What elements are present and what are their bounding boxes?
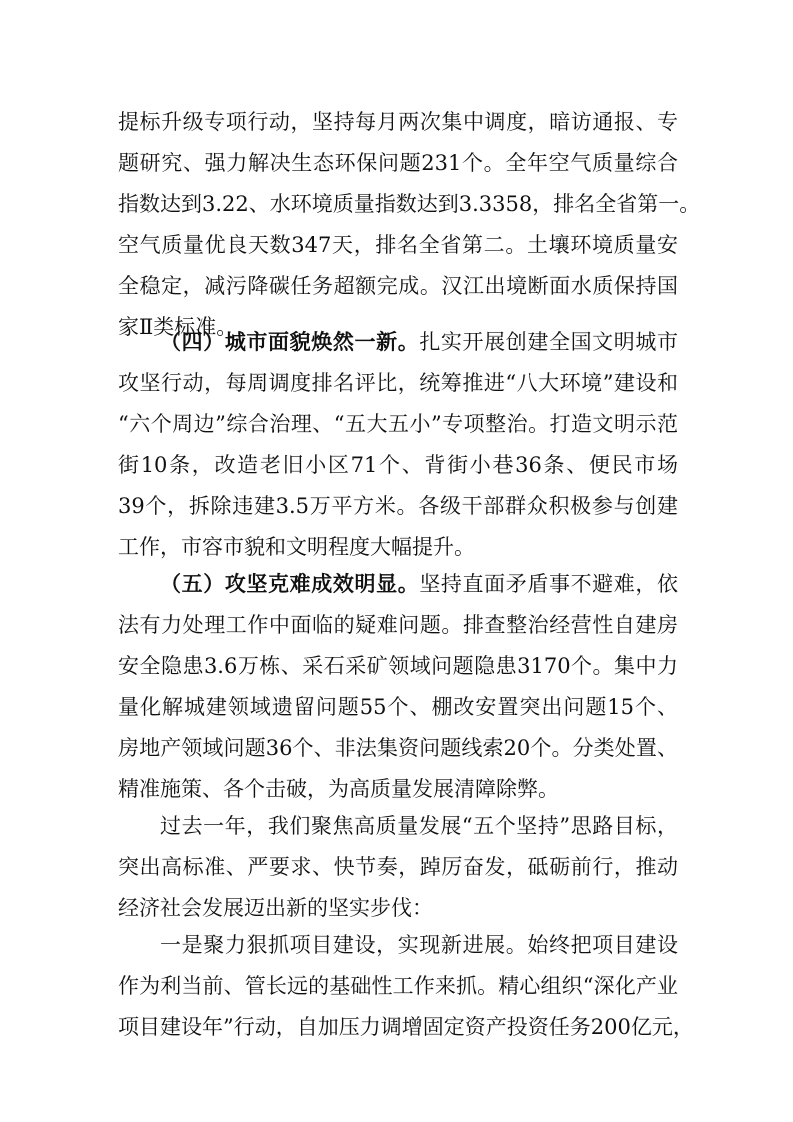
paragraph-line: 经济社会发展迈出新的坚实步伐： (118, 896, 433, 920)
paragraph-line: 指数达到3.22、水环境质量指数达到3.3358，排名全省第一。 (118, 192, 701, 216)
paragraph-line: 空气质量优良天数347天，排名全省第二。土壤环境质量安 (118, 233, 678, 257)
section-5-first-line (160, 566, 678, 602)
paragraph-line: 房地产领域问题36个、非法集资问题线索20个。分类处置、 (118, 736, 678, 760)
paragraph-line: 法有力处理工作中面临的疑难问题。排查整治经营性自建房 (118, 613, 678, 637)
paragraph-line: 安全隐患3.6万栋、采石采矿领域问题隐患3170个。集中力 (118, 654, 678, 678)
section-4-first-line-text: 扎实开展创建全国文明城市 (419, 330, 679, 354)
paragraph-line: 街10条，改造老旧小区71个、背街小巷36条、便民市场 (118, 453, 678, 477)
section-5-first-line-text: 坚持直面矛盾事不避难，依 (419, 572, 679, 596)
paragraph-line: 题研究、强力解决生态环保问题231个。全年空气质量综合 (118, 151, 678, 175)
section-4-first-line (160, 324, 678, 360)
section-4-heading: （四）城市面貌焕然一新。 (160, 329, 420, 354)
paragraph-line: 全稳定，减污降碳任务超额完成。汉江出境断面水质保持国 (118, 274, 678, 298)
point-1-first-line: 一是聚力狠抓项目建设，实现新进展。始终把项目建设 (160, 933, 678, 957)
paragraph-line: 量化解城建领域遗留问题55个、棚改安置突出问题15个、 (118, 695, 678, 719)
paragraph-line: 工作，市容市貌和文明程度大幅提升。 (118, 535, 475, 559)
paragraph-line: 精准施策、各个击破，为高质量发展清障除弊。 (118, 777, 559, 801)
paragraph-line: 突出高标准、严要求、快节奏，踔厉奋发，砥砺前行，推动 (118, 855, 678, 879)
paragraph-line: 攻坚行动，每周调度排名评比，统筹推进“八大环境”建设和 (118, 371, 678, 395)
paragraph-line: 提标升级专项行动，坚持每月两次集中调度，暗访通报、专 (118, 110, 678, 134)
paragraph-line: 项目建设年”行动，自加压力调增固定资产投资任务200亿元， (118, 1015, 694, 1039)
section-5-heading: （五）攻坚克难成效明显。 (160, 571, 420, 596)
paragraph-line: “六个周边”综合治理、“五大五小”专项整治。打造文明示范 (118, 412, 678, 436)
summary-first-line: 过去一年，我们聚焦高质量发展“五个坚持”思路目标， (160, 814, 678, 838)
paragraph-line: 家Ⅱ类标准。 (118, 315, 238, 339)
paragraph-line: 39个，拆除违建3.5万平方米。各级干部群众积极参与创建 (118, 494, 678, 518)
paragraph-line: 作为利当前、管长远的基础性工作来抓。精心组织“深化产业 (118, 974, 678, 998)
